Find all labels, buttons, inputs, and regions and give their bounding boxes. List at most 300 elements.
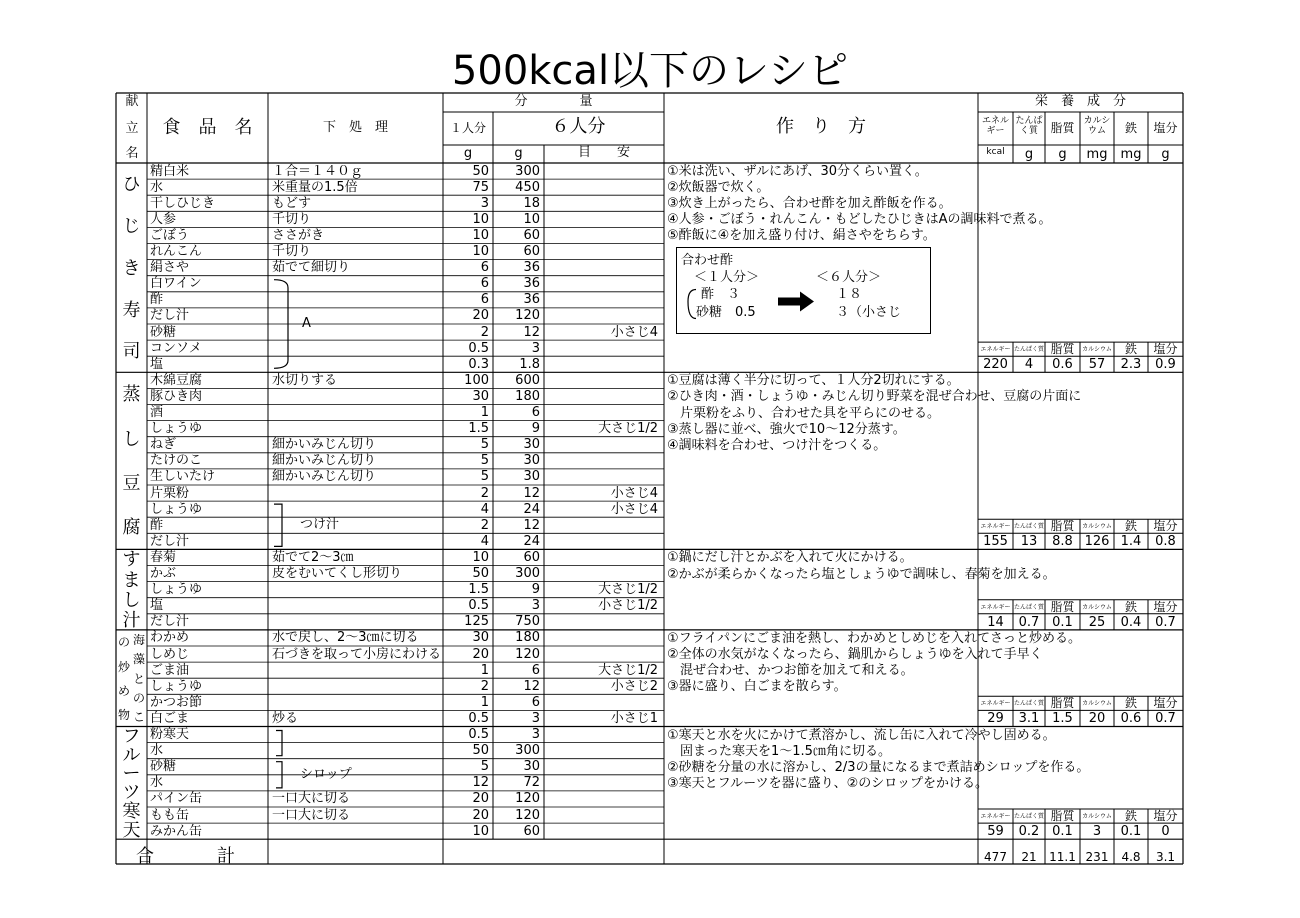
ingredient-name: 水 bbox=[150, 775, 164, 791]
nutrition-value: 0.7 bbox=[1155, 711, 1176, 727]
amount-1-person: 6 bbox=[480, 292, 489, 308]
dip-sauce-bracket bbox=[274, 504, 282, 546]
amount-6-person: 3 bbox=[531, 340, 540, 356]
ingredient-prep: ささがき bbox=[272, 227, 325, 243]
amount-6-person: 6 bbox=[531, 405, 540, 420]
amount-6-person: 120 bbox=[515, 308, 540, 324]
vinegar-title: 合わせ酢 bbox=[681, 252, 734, 268]
group-label-a: A bbox=[302, 316, 311, 331]
nutrition-value: 0.8 bbox=[1155, 534, 1176, 550]
amount-1-person: 4 bbox=[480, 533, 489, 549]
amount-1-person: 1 bbox=[480, 405, 489, 420]
amount-6-person: 72 bbox=[523, 775, 540, 791]
amount-6-person: 3 bbox=[531, 727, 540, 742]
vinegar-row1-label: 酢 ３ bbox=[701, 286, 741, 302]
ingredient-name: だし汁 bbox=[150, 614, 190, 630]
page-title: 500kcal以下のレシピ bbox=[451, 48, 849, 94]
nutrition-value: 25 bbox=[1088, 614, 1106, 630]
amount-guide: 小さじ4 bbox=[610, 485, 658, 501]
nutrition-value: 3.1 bbox=[1018, 711, 1040, 727]
ingredient-name: しょうゆ bbox=[150, 421, 203, 437]
amount-6-person: 12 bbox=[523, 678, 540, 694]
ingredient-name: コンソメ bbox=[150, 340, 202, 356]
method-step: ②かぶが柔らかくなったら塩としょうゆで調味し、春菊を加える。 bbox=[667, 566, 1056, 582]
amount-6-person: 30 bbox=[523, 469, 540, 485]
recipe-name-char: 司 bbox=[122, 341, 141, 363]
agar-bracket bbox=[276, 731, 282, 756]
nutrition-value: 29 bbox=[987, 711, 1004, 727]
amount-1-person: 75 bbox=[472, 179, 489, 195]
nutrition-value: 0.4 bbox=[1120, 614, 1142, 630]
method-step: ③器に盛り、白ごまを散らす。 bbox=[667, 679, 847, 695]
recipe-name-char: 寒 bbox=[122, 801, 141, 823]
method-header: 作 り 方 bbox=[776, 116, 866, 137]
nutrition-value: 0.2 bbox=[1018, 824, 1040, 840]
total-label-a: 合 bbox=[136, 846, 154, 868]
unit-iron: mg bbox=[1120, 147, 1142, 162]
amount-6-person: 24 bbox=[523, 533, 540, 549]
guide-header: 目 安 bbox=[577, 145, 630, 160]
amount-6-person: 6 bbox=[531, 662, 540, 678]
method-step: ⑤酢飯に④を加え盛り付け、絹さやをちらす。 bbox=[667, 228, 936, 244]
method-step: 混ぜ合わせ、かつお節を加えて和える。 bbox=[667, 663, 914, 679]
method-step: ④人参・ごぼう・れんこん・もどしたひじきはAの調味料で煮る。 bbox=[667, 212, 1052, 228]
nutrition-value: 3 bbox=[1092, 824, 1102, 840]
ingredient-name: もも缶 bbox=[150, 807, 190, 823]
amount-guide: 小さじ1/2 bbox=[598, 598, 658, 614]
ingredient-name: 生しいたけ bbox=[150, 469, 216, 485]
ingredient-prep: 一口大に切る bbox=[272, 807, 351, 823]
mini-nutrition-header: エネルギー bbox=[980, 346, 1011, 354]
unit-g-1: g bbox=[463, 146, 473, 161]
ingredient-name: 砂糖 bbox=[150, 759, 177, 775]
ingredient-name: 粉寒天 bbox=[150, 727, 190, 742]
nutrition-value: 0.9 bbox=[1155, 357, 1176, 373]
recipe-name-char: ひ bbox=[122, 173, 141, 195]
unit-energy: kcal bbox=[986, 147, 1005, 157]
nutrition-value: 13 bbox=[1020, 534, 1038, 550]
mini-nutrition-header: 塩分 bbox=[1153, 599, 1178, 614]
recipe-name-char: し bbox=[122, 589, 141, 611]
method-step: ④調味料を合わせ、つけ汁をつくる。 bbox=[667, 437, 887, 453]
recipe-name-char: 天 bbox=[122, 819, 141, 841]
menu-header-3: 名 bbox=[125, 146, 139, 161]
amount-6-person: 60 bbox=[523, 823, 540, 839]
mini-nutrition-header: 鉄 bbox=[1124, 519, 1137, 534]
mini-nutrition-header: 塩分 bbox=[1153, 342, 1178, 357]
ingredient-name: 干しひじき bbox=[150, 195, 216, 211]
recipe-name-char: 海 bbox=[132, 633, 145, 648]
ingredient-name: 砂糖 bbox=[150, 324, 177, 340]
recipe-name-char: す bbox=[122, 549, 141, 571]
amount-1-person: 0.5 bbox=[468, 340, 489, 356]
mini-nutrition-header: たんぱく質 bbox=[1013, 523, 1044, 531]
mini-nutrition-header: 鉄 bbox=[1124, 599, 1137, 614]
ingredient-prep: 皮をむいてくし形切り bbox=[272, 566, 403, 581]
recipe-name-char: 寿 bbox=[122, 299, 141, 321]
vinegar-row2-value: ３（小さじ bbox=[836, 304, 902, 320]
recipe-name-char: フ bbox=[122, 725, 141, 747]
nutrition-energy-header: エネル ギー bbox=[981, 116, 1009, 136]
ingredient-name: 塩 bbox=[150, 598, 164, 614]
nutrition-value: 2.3 bbox=[1120, 357, 1142, 373]
nutrition-value: 57 bbox=[1088, 357, 1106, 373]
ingredient-prep: もどす bbox=[272, 195, 312, 211]
method-step: ③炊き上がったら、合わせ酢を加え酢飯を作る。 bbox=[667, 196, 952, 212]
ingredient-prep: １合＝１４０ｇ bbox=[272, 163, 364, 179]
ingredient-name: だし汁 bbox=[150, 533, 190, 549]
nutrition-salt-header: 塩分 bbox=[1153, 121, 1178, 135]
amount-6-person: 750 bbox=[515, 614, 540, 630]
amount-1-person: 5 bbox=[480, 437, 489, 453]
amount-6-person: 10 bbox=[523, 211, 540, 227]
amount-1-person: 5 bbox=[480, 759, 489, 775]
unit-fat: g bbox=[1058, 147, 1067, 162]
amount-6-person: 3 bbox=[531, 710, 540, 726]
amount-6-person: 9 bbox=[531, 582, 540, 598]
amount-1-person: 30 bbox=[472, 630, 489, 646]
method-step: ②炊飯器で炊く。 bbox=[667, 180, 770, 196]
mini-nutrition-header: 鉄 bbox=[1124, 696, 1137, 711]
ingredient-name: 精白米 bbox=[150, 163, 190, 179]
ingredient-name: 春菊 bbox=[150, 549, 177, 565]
nutrition-value: 0.7 bbox=[1155, 614, 1176, 630]
amount-6-person: 450 bbox=[515, 179, 540, 195]
mini-nutrition-header: たんぱく質 bbox=[1013, 700, 1044, 708]
amount-1-person: 2 bbox=[480, 678, 489, 694]
ingredient-prep: 茹でて2～3㎝ bbox=[272, 549, 354, 565]
ingredient-prep: 千切り bbox=[272, 244, 312, 259]
amount-6-person: 600 bbox=[515, 372, 540, 388]
method-step: ②砂糖を分量の水に溶かし、2/3の量になるまで煮詰めシロップを作る。 bbox=[667, 759, 1090, 775]
recipe-name-char: め bbox=[117, 683, 130, 698]
ingredient-prep: 千切り bbox=[272, 211, 312, 227]
amount-1-person: 4 bbox=[480, 501, 489, 517]
amount-1-person: 100 bbox=[464, 372, 489, 388]
method-step: ②ひき肉・酒・しょうゆ・みじん切り野菜を混ぜ合わせ、豆腐の片面に bbox=[667, 389, 1082, 405]
mini-nutrition-header: エネルギー bbox=[980, 700, 1011, 708]
total-value: 231 bbox=[1085, 850, 1109, 865]
nutrition-value: 0.1 bbox=[1052, 614, 1073, 630]
amount-1-person: 1 bbox=[480, 694, 489, 710]
ingredient-name: 人参 bbox=[150, 211, 177, 227]
amount-1-person: 6 bbox=[480, 276, 489, 292]
nutrition-value: 1.4 bbox=[1120, 534, 1142, 550]
ingredient-name: 水 bbox=[150, 743, 164, 759]
amount-1-person: 2 bbox=[480, 324, 489, 340]
nutrition-value: 0.7 bbox=[1018, 614, 1040, 630]
amount-6-person: 9 bbox=[531, 421, 540, 437]
amount-1-person: 3 bbox=[480, 195, 489, 211]
amount-6-person: 36 bbox=[523, 292, 540, 308]
amount-1-person: 20 bbox=[472, 791, 489, 807]
amount-1-person: 125 bbox=[464, 614, 489, 630]
amount-1-person: 50 bbox=[472, 743, 489, 759]
ingredient-name: しょうゆ bbox=[150, 678, 203, 694]
amount-6-person: 180 bbox=[515, 630, 540, 646]
mini-nutrition-header: カルシウム bbox=[1082, 346, 1112, 354]
amount-6-person: 12 bbox=[523, 517, 540, 533]
mini-nutrition-header: 鉄 bbox=[1124, 809, 1137, 823]
nutrition-iron-header: 鉄 bbox=[1124, 121, 1137, 135]
mini-nutrition-header: 脂質 bbox=[1050, 809, 1075, 823]
amount-6-person: 300 bbox=[515, 743, 540, 759]
ingredient-name: 塩 bbox=[150, 356, 164, 372]
nutrition-value: 0.1 bbox=[1052, 824, 1073, 840]
amount-1-person: 0.5 bbox=[468, 727, 489, 742]
recipe-name-char: こ bbox=[132, 710, 145, 725]
amount-6-person: 24 bbox=[523, 501, 540, 517]
ingredient-name: ごぼう bbox=[150, 227, 190, 243]
unit-calcium: mg bbox=[1086, 147, 1108, 162]
amount-6-person: 3 bbox=[531, 598, 540, 614]
amount-1-person: 10 bbox=[472, 211, 489, 227]
amount-1-person: 20 bbox=[472, 308, 489, 324]
amount-1-person: 12 bbox=[472, 775, 489, 791]
amount-1-person: 20 bbox=[472, 807, 489, 823]
amount-1-person: 50 bbox=[472, 163, 489, 179]
recipe-name-char: 豆 bbox=[122, 472, 141, 494]
amount-1-person: 20 bbox=[472, 646, 489, 662]
nutrition-value: 126 bbox=[1084, 534, 1110, 550]
amount-guide: 大さじ1/2 bbox=[598, 582, 658, 598]
unit-g-6: g bbox=[514, 146, 523, 161]
ingredient-prep: 水で戻し、2～3㎝に切る bbox=[272, 630, 419, 646]
method-step: ①豆腐は薄く半分に切って、１人分2切れにする。 bbox=[667, 373, 960, 389]
group-label-dip: つけ汁 bbox=[300, 517, 340, 533]
amount-guide: 小さじ4 bbox=[610, 501, 658, 517]
mini-nutrition-header: 脂質 bbox=[1050, 342, 1075, 357]
amount-6-person: 12 bbox=[523, 485, 540, 501]
nutrition-header: 栄 養 成 分 bbox=[1034, 94, 1126, 109]
nutrition-value: 0.1 bbox=[1120, 824, 1142, 840]
ingredient-name: かつお節 bbox=[150, 694, 203, 710]
amount-1-person: 30 bbox=[472, 388, 489, 404]
mini-nutrition-header: 塩分 bbox=[1153, 519, 1178, 534]
recipe-name-char: 炒 bbox=[117, 659, 130, 674]
nutrition-value: 14 bbox=[987, 614, 1004, 630]
mini-nutrition-header: 鉄 bbox=[1124, 342, 1137, 357]
amount-guide: 小さじ2 bbox=[610, 678, 658, 694]
amount-6-person: 300 bbox=[515, 566, 540, 581]
total-value: 3.1 bbox=[1155, 850, 1176, 865]
amount-1-person: 5 bbox=[480, 469, 489, 485]
amount-6-person: 18 bbox=[523, 195, 540, 211]
ingredient-name: しょうゆ bbox=[150, 501, 203, 517]
mini-nutrition-header: 脂質 bbox=[1050, 696, 1075, 711]
mini-nutrition-header: カルシウム bbox=[1082, 523, 1112, 531]
vinegar-row1-value: １８ bbox=[836, 286, 863, 302]
ingredient-name: かぶ bbox=[150, 566, 177, 581]
ingredient-prep: 茹でて細切り bbox=[272, 260, 351, 276]
amount-1-person: 0.5 bbox=[468, 710, 489, 726]
mini-nutrition-header: 塩分 bbox=[1153, 809, 1178, 823]
ingredient-name: わかめ bbox=[150, 630, 190, 646]
ingredient-name: パイン缶 bbox=[150, 791, 203, 807]
amount-6-person: 120 bbox=[515, 791, 540, 807]
nutrition-value: 220 bbox=[983, 357, 1008, 373]
menu-header-1: 献 bbox=[125, 94, 139, 109]
amount-6-person: 300 bbox=[515, 163, 540, 179]
nutrition-value: 155 bbox=[983, 534, 1008, 550]
amount-1-person: 1.5 bbox=[468, 421, 489, 437]
ingredient-name: 豚ひき肉 bbox=[150, 388, 203, 404]
nutrition-value: 8.8 bbox=[1052, 534, 1073, 550]
ingredient-name: 片栗粉 bbox=[150, 485, 190, 501]
ingredient-name: れんこん bbox=[150, 244, 203, 259]
amount-1-person: 6 bbox=[480, 260, 489, 276]
amount-6-person: 60 bbox=[523, 244, 540, 259]
prep-header: 下 処 理 bbox=[322, 120, 388, 135]
mini-nutrition-header: カルシウム bbox=[1082, 603, 1112, 611]
recipe-name-char: の bbox=[117, 635, 130, 650]
amount-6-person: 60 bbox=[523, 549, 540, 565]
food-name-header: 食 品 名 bbox=[162, 117, 253, 138]
amount-6-person: 30 bbox=[523, 759, 540, 775]
method-step: ③寒天とフルーツを器に盛り、②のシロップをかける。 bbox=[667, 775, 989, 791]
ingredient-name: しめじ bbox=[150, 646, 190, 662]
menu-header-2: 立 bbox=[125, 121, 139, 136]
total-value: 4.8 bbox=[1121, 850, 1141, 865]
method-step: ①鍋にだし汁とかぶを入れて火にかける。 bbox=[667, 550, 913, 566]
recipe-name-char: 藻 bbox=[132, 652, 145, 667]
recipe-name-char: き bbox=[122, 257, 141, 279]
mini-nutrition-header: エネルギー bbox=[980, 523, 1011, 531]
mini-nutrition-header: カルシウム bbox=[1082, 813, 1112, 820]
amount-6-person: 30 bbox=[523, 453, 540, 469]
nutrition-value: 20 bbox=[1088, 711, 1106, 727]
nutrition-value: 0.6 bbox=[1052, 357, 1073, 373]
total-value: 21 bbox=[1021, 850, 1037, 865]
ingredient-prep: 水切りする bbox=[272, 372, 338, 388]
total-value: 11.1 bbox=[1049, 850, 1076, 865]
unit-salt: g bbox=[1161, 147, 1170, 162]
recipe-name-char: ー bbox=[122, 763, 141, 785]
amount-guide: 小さじ4 bbox=[610, 324, 658, 340]
recipe-name-char: ツ bbox=[122, 782, 141, 804]
ingredient-name: 酢 bbox=[150, 292, 164, 308]
recipe-name-char: 腐 bbox=[122, 517, 141, 539]
ingredient-prep: 米重量の1.5倍 bbox=[272, 179, 358, 195]
amount-1-person: 50 bbox=[472, 566, 489, 581]
amount-1-person: 10 bbox=[472, 244, 489, 259]
total-value: 477 bbox=[984, 850, 1007, 865]
ingredient-name: 絹さや bbox=[150, 260, 190, 276]
ingredient-name: 白ワイン bbox=[150, 276, 202, 292]
ingredient-name: ごま油 bbox=[150, 662, 190, 678]
group-label-syrup: シロップ bbox=[300, 766, 352, 782]
method-step: ①米は洗い、ザルにあげ、30分くらい置く。 bbox=[667, 164, 928, 179]
amount-6-person: 36 bbox=[523, 260, 540, 276]
nutrition-fat-header: 脂質 bbox=[1050, 121, 1075, 135]
ingredient-prep: 細かいみじん切り bbox=[272, 469, 377, 485]
nutrition-protein-header: たんぱ く質 bbox=[1015, 116, 1043, 136]
amount-header: 分 量 bbox=[514, 94, 593, 109]
nutrition-value: 4 bbox=[1024, 357, 1034, 373]
recipe-name-char: 汁 bbox=[122, 609, 141, 631]
recipe-name-char: 蒸 bbox=[122, 384, 141, 406]
method-step: ①フライパンにごま油を熱し、わかめとしめじを入れてさっと炒める。 bbox=[667, 630, 1082, 646]
ingredient-name: しょうゆ bbox=[150, 582, 203, 598]
vinegar-row2-label: 砂糖 0.5 bbox=[696, 304, 756, 320]
mini-nutrition-header: カルシウム bbox=[1082, 700, 1112, 708]
ingredient-prep: 炒る bbox=[272, 710, 299, 726]
ingredient-name: 白ごま bbox=[150, 710, 190, 726]
recipe-name-char: じ bbox=[122, 215, 141, 237]
amount-guide: 小さじ1 bbox=[610, 710, 658, 726]
total-label-b: 計 bbox=[217, 846, 235, 868]
amount-1-person: 10 bbox=[472, 549, 489, 565]
amount-guide: 大さじ1/2 bbox=[598, 421, 658, 437]
amount-1-person: 0.5 bbox=[468, 598, 489, 614]
mini-nutrition-header: たんぱく質 bbox=[1013, 346, 1044, 354]
amount-1-person: 1.5 bbox=[468, 582, 489, 598]
nutrition-value: 0.6 bbox=[1120, 711, 1142, 727]
recipe-name-char: と bbox=[132, 671, 145, 686]
recipe-name-char: の bbox=[132, 691, 145, 706]
per1-header: １人分 bbox=[449, 121, 486, 135]
method-step: 片栗粉をふり、合わせた具を平らにのせる。 bbox=[667, 405, 941, 421]
amount-6-person: 12 bbox=[523, 324, 540, 340]
ingredient-prep: 細かいみじん切り bbox=[272, 453, 377, 469]
amount-6-person: 1.8 bbox=[519, 356, 540, 372]
recipe-name-char: ま bbox=[122, 569, 141, 591]
amount-1-person: 10 bbox=[472, 227, 489, 243]
amount-1-person: 1 bbox=[480, 662, 489, 678]
ingredient-name: たけのこ bbox=[150, 453, 203, 469]
nutrition-value: 0 bbox=[1161, 824, 1170, 840]
ingredient-prep: 細かいみじん切り bbox=[272, 437, 377, 453]
nutrition-value: 59 bbox=[987, 824, 1004, 840]
amount-1-person: 10 bbox=[472, 823, 489, 839]
ingredient-name: 水 bbox=[150, 179, 164, 195]
per6-header: ６人分 bbox=[551, 116, 606, 137]
amount-1-person: 5 bbox=[480, 453, 489, 469]
ingredient-name: だし汁 bbox=[150, 308, 190, 324]
amount-1-person: 2 bbox=[480, 517, 489, 533]
nutrition-calcium-header: カルシ ウム bbox=[1083, 116, 1111, 136]
ingredient-name: ねぎ bbox=[150, 437, 177, 453]
method-step: ③蒸し器に並べ、強火で10～12分蒸す。 bbox=[667, 421, 906, 437]
amount-6-person: 6 bbox=[531, 694, 540, 710]
amount-6-person: 60 bbox=[523, 227, 540, 243]
method-step: 固まった寒天を1～1.5㎝角に切る。 bbox=[667, 743, 891, 759]
mini-nutrition-header: 脂質 bbox=[1050, 599, 1075, 614]
mini-nutrition-header: エネルギー bbox=[980, 813, 1011, 820]
mini-nutrition-header: たんぱく質 bbox=[1013, 813, 1044, 820]
mini-nutrition-header: 脂質 bbox=[1050, 519, 1075, 534]
nutrition-value: 1.5 bbox=[1052, 711, 1073, 727]
amount-6-person: 30 bbox=[523, 437, 540, 453]
amount-1-person: 2 bbox=[480, 485, 489, 501]
ingredient-prep: 石づきを取って小房にわける bbox=[272, 646, 442, 662]
amount-guide: 大さじ1/2 bbox=[598, 662, 658, 678]
ingredient-name: 木綿豆腐 bbox=[150, 372, 203, 388]
ingredient-name: 酢 bbox=[150, 517, 164, 533]
recipe-name-char: ル bbox=[122, 744, 141, 766]
unit-protein: g bbox=[1024, 147, 1034, 162]
recipe-name-char: し bbox=[122, 428, 141, 450]
method-step: ②全体の水気がなくなったら、鍋肌からしょうゆを入れて手早く bbox=[667, 647, 1043, 662]
vinegar-per6: ＜６人分＞ bbox=[816, 269, 882, 285]
ingredient-prep: 一口大に切る bbox=[272, 791, 351, 807]
amount-6-person: 36 bbox=[523, 276, 540, 292]
method-step: ①寒天と水を火にかけて煮溶かし、流し缶に入れて冷やし固める。 bbox=[667, 727, 1056, 743]
amount-6-person: 120 bbox=[515, 807, 540, 823]
ingredient-name: 酒 bbox=[150, 405, 164, 420]
ingredient-name: みかん缶 bbox=[150, 823, 203, 839]
amount-6-person: 120 bbox=[515, 646, 540, 662]
